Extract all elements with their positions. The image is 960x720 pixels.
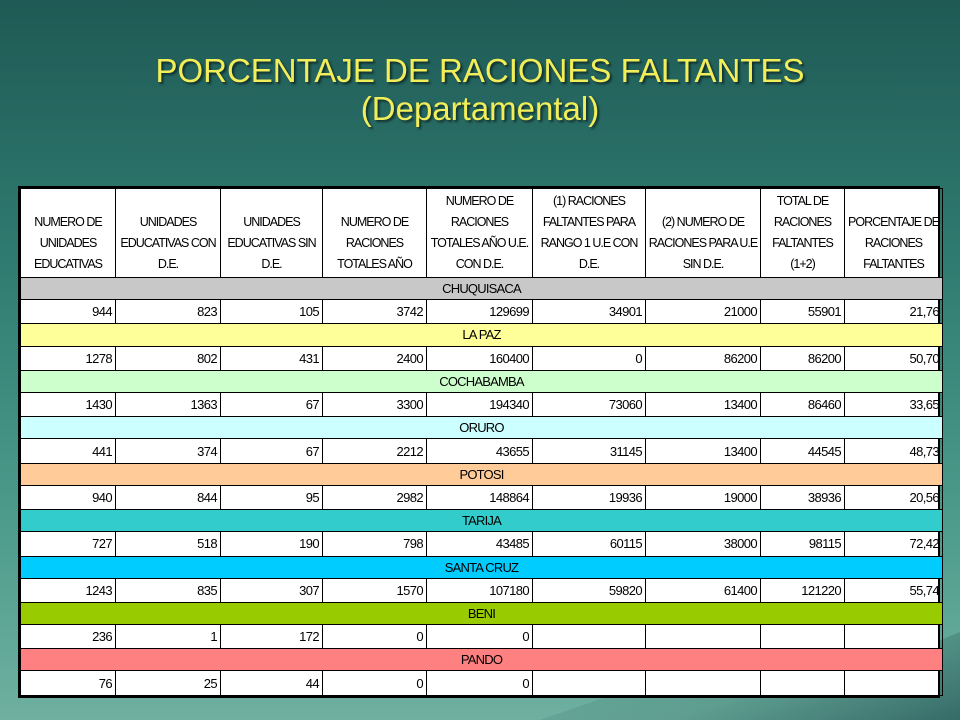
column-header: UNIDADES EDUCATIVAS SIN D.E. (221, 189, 323, 278)
value-cell: 86200 (761, 346, 845, 370)
value-cell (533, 671, 646, 696)
value-cell (533, 625, 646, 649)
value-cell: 73060 (533, 392, 646, 416)
values-row (21, 392, 943, 416)
value-cell: 38000 (646, 532, 761, 556)
column-header: NUMERO DE UNIDADES EDUCATIVAS (21, 189, 116, 278)
value-cell: 835 (116, 578, 221, 602)
value-cell: 798 (323, 532, 427, 556)
value-cell: 194340 (427, 392, 533, 416)
value-cell: 2400 (323, 346, 427, 370)
value-cell: 59820 (533, 578, 646, 602)
column-header: NUMERO DE RACIONES TOTALES AÑO U.E. CON D.E. (427, 189, 533, 278)
value-cell (845, 625, 943, 649)
data-table-container (18, 186, 940, 698)
value-cell: 944 (21, 300, 116, 324)
value-cell: 518 (116, 532, 221, 556)
department-row (21, 510, 943, 532)
value-cell: 236 (21, 625, 116, 649)
value-cell: 38936 (761, 485, 845, 509)
value-cell: 19936 (533, 485, 646, 509)
column-header: TOTAL DE RACIONES FALTANTES (1+2) (761, 189, 845, 278)
value-cell: 43655 (427, 439, 533, 463)
rations-table (20, 188, 943, 696)
value-cell: 31145 (533, 439, 646, 463)
slide-title (0, 52, 960, 128)
value-cell: 0 (427, 671, 533, 696)
value-cell: 19000 (646, 485, 761, 509)
value-cell (761, 625, 845, 649)
department-name: SANTA CRUZ (21, 556, 943, 578)
value-cell: 21,76 (845, 300, 943, 324)
value-cell: 190 (221, 532, 323, 556)
value-cell: 44545 (761, 439, 845, 463)
value-cell: 67 (221, 392, 323, 416)
value-cell (845, 671, 943, 696)
value-cell: 61400 (646, 578, 761, 602)
values-row (21, 625, 943, 649)
value-cell (646, 671, 761, 696)
department-name: LA PAZ (21, 324, 943, 346)
value-cell: 374 (116, 439, 221, 463)
value-cell: 1570 (323, 578, 427, 602)
value-cell: 105 (221, 300, 323, 324)
value-cell: 802 (116, 346, 221, 370)
department-row (21, 324, 943, 346)
values-row (21, 439, 943, 463)
value-cell: 160400 (427, 346, 533, 370)
values-row (21, 578, 943, 602)
value-cell: 1430 (21, 392, 116, 416)
department-row (21, 417, 943, 439)
value-cell: 60115 (533, 532, 646, 556)
value-cell: 307 (221, 578, 323, 602)
value-cell (646, 625, 761, 649)
values-row (21, 346, 943, 370)
department-name: TARIJA (21, 510, 943, 532)
value-cell: 33,65 (845, 392, 943, 416)
values-row (21, 300, 943, 324)
value-cell: 34901 (533, 300, 646, 324)
value-cell: 44 (221, 671, 323, 696)
value-cell: 2212 (323, 439, 427, 463)
department-name: COCHABAMBA (21, 370, 943, 392)
value-cell: 172 (221, 625, 323, 649)
value-cell: 0 (427, 625, 533, 649)
column-header: (1) RACIONES FALTANTES PARA RANGO 1 U.E CON D.E. (533, 189, 646, 278)
title-line-2: (Departamental) (360, 90, 600, 127)
department-row (21, 602, 943, 624)
value-cell: 25 (116, 671, 221, 696)
column-header: UNIDADES EDUCATIVAS CON D.E. (116, 189, 221, 278)
value-cell: 20,56 (845, 485, 943, 509)
column-header: PORCENTAJE DE RACIONES FALTANTES (845, 189, 943, 278)
value-cell: 441 (21, 439, 116, 463)
department-name: PANDO (21, 649, 943, 671)
department-row (21, 463, 943, 485)
value-cell: 67 (221, 439, 323, 463)
value-cell: 148864 (427, 485, 533, 509)
value-cell: 431 (221, 346, 323, 370)
department-name: POTOSI (21, 463, 943, 485)
value-cell: 76 (21, 671, 116, 696)
value-cell: 844 (116, 485, 221, 509)
value-cell: 13400 (646, 392, 761, 416)
department-name: BENI (21, 602, 943, 624)
value-cell: 21000 (646, 300, 761, 324)
value-cell: 107180 (427, 578, 533, 602)
value-cell: 727 (21, 532, 116, 556)
department-name: ORURO (21, 417, 943, 439)
values-row (21, 671, 943, 696)
department-name: CHUQUISACA (21, 278, 943, 300)
value-cell: 55,74 (845, 578, 943, 602)
value-cell: 0 (323, 671, 427, 696)
value-cell: 2982 (323, 485, 427, 509)
values-row (21, 532, 943, 556)
title-line-1: PORCENTAJE DE RACIONES FALTANTES (155, 52, 805, 89)
value-cell: 55901 (761, 300, 845, 324)
department-row (21, 370, 943, 392)
department-row (21, 556, 943, 578)
department-row (21, 278, 943, 300)
value-cell: 823 (116, 300, 221, 324)
value-cell: 72,42 (845, 532, 943, 556)
value-cell: 1243 (21, 578, 116, 602)
value-cell: 86460 (761, 392, 845, 416)
value-cell: 1278 (21, 346, 116, 370)
value-cell: 13400 (646, 439, 761, 463)
value-cell: 1 (116, 625, 221, 649)
value-cell: 3742 (323, 300, 427, 324)
value-cell: 0 (323, 625, 427, 649)
value-cell: 50,70 (845, 346, 943, 370)
value-cell: 129699 (427, 300, 533, 324)
value-cell: 98115 (761, 532, 845, 556)
value-cell: 940 (21, 485, 116, 509)
values-row (21, 485, 943, 509)
header-row (21, 189, 943, 278)
value-cell: 0 (533, 346, 646, 370)
value-cell (761, 671, 845, 696)
value-cell: 3300 (323, 392, 427, 416)
value-cell: 1363 (116, 392, 221, 416)
table-body (21, 278, 943, 696)
value-cell: 86200 (646, 346, 761, 370)
value-cell: 43485 (427, 532, 533, 556)
value-cell: 121220 (761, 578, 845, 602)
value-cell: 95 (221, 485, 323, 509)
column-header: (2) NUMERO DE RACIONES PARA U.E SIN D.E. (646, 189, 761, 278)
department-row (21, 649, 943, 671)
column-header: NUMERO DE RACIONES TOTALES AÑO (323, 189, 427, 278)
value-cell: 48,73 (845, 439, 943, 463)
